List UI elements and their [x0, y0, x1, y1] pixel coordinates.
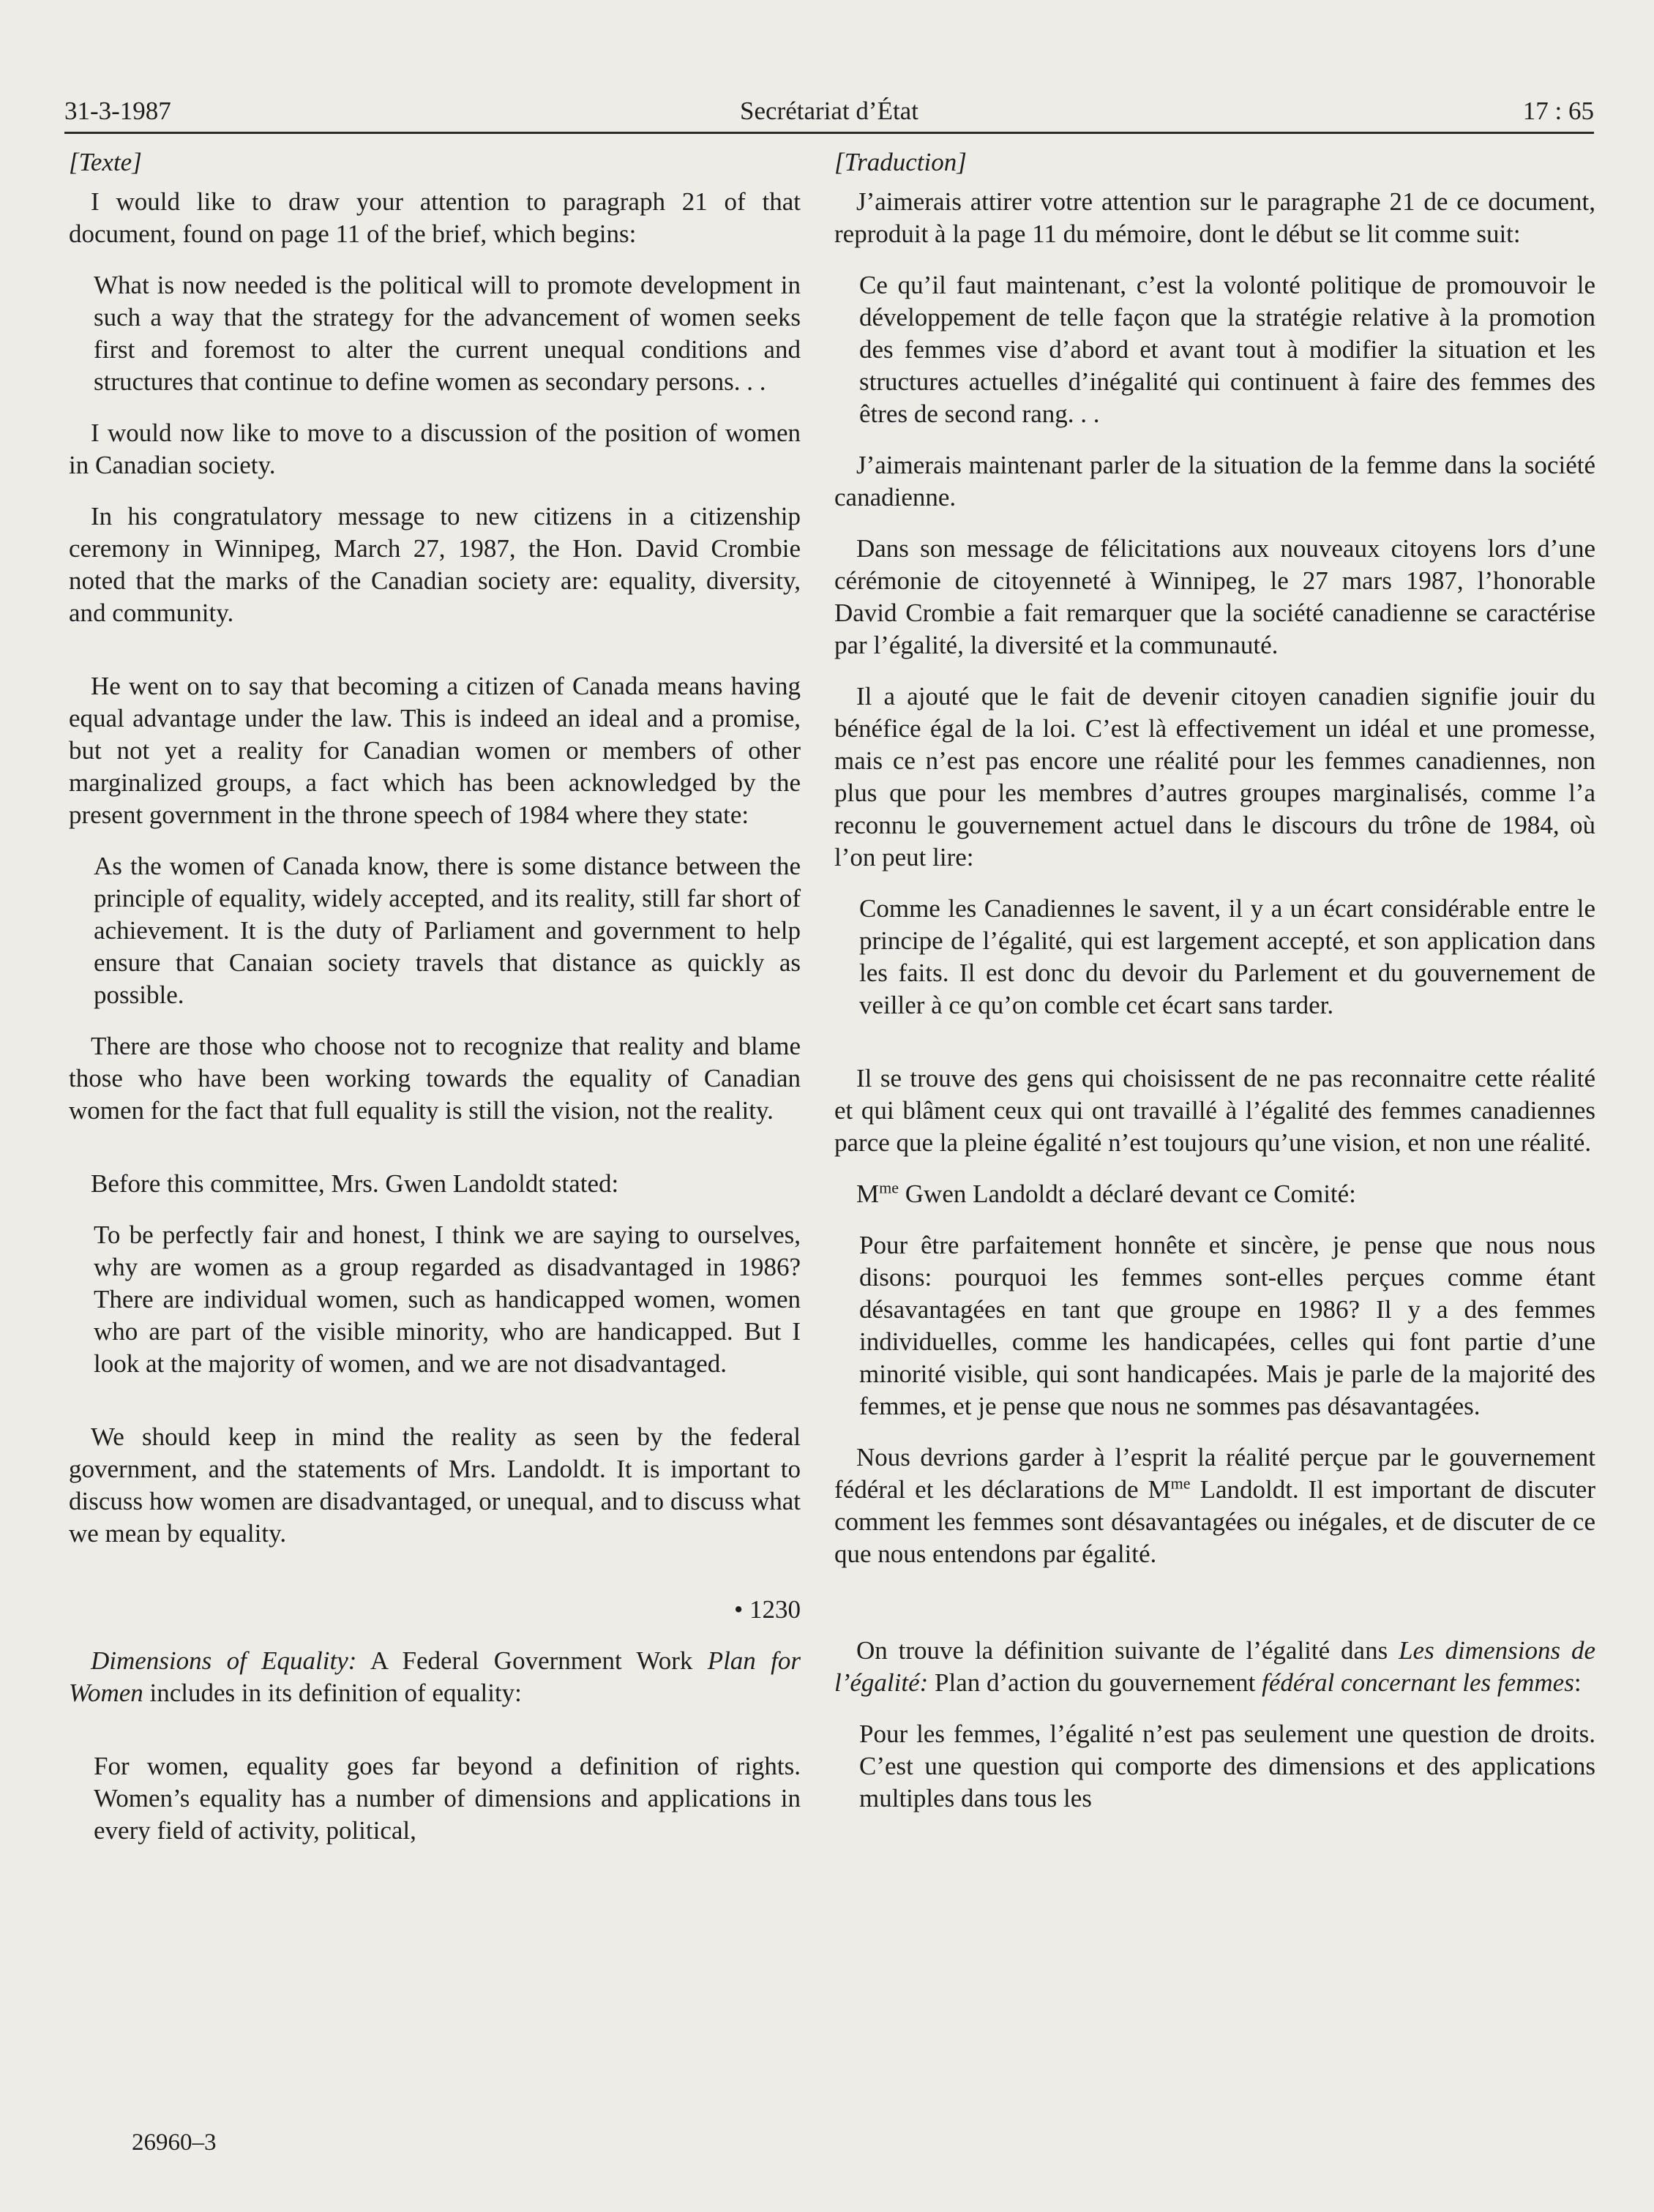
document-title: Plan for Women	[69, 1646, 801, 1707]
paragraph: He went on to say that becoming a citizen of Canada means having equal advantage under the law. This is indeed an ideal and a promise, but not yet a reality for Canadian women or members of other marginalized groups, a fact which has been acknowledged by the present government in the throne speech of 1984 where they state:	[69, 672, 801, 829]
document-title: Les dimensions de l’égalité:	[834, 1636, 1595, 1697]
paragraph: On trouve la définition suivante de l’égalité dans Les dimensions de l’égalité: Plan d’action du gouvernement fédéral concernant les femmes:	[834, 1636, 1595, 1697]
document-title: Dimensions of Equality:	[91, 1646, 357, 1675]
document-title: fédéral concernant les femmes	[1262, 1668, 1574, 1697]
quotation: Pour les femmes, l’égalité n’est pas seulement une question de droits. C’est une question qui comporte des dimensions et des applications multiples dans tous les	[859, 1720, 1595, 1812]
quotation: Comme les Canadiennes le savent, il y a un écart considérable entre le principe de l’égalité, qui est largement accepté, et son application dans les faits. Il est donc du devoir du Parlement et du gouvernement de veiller à ce qu’on comble cet écart sans tarder.	[859, 894, 1595, 1019]
paragraph: Il a ajouté que le fait de devenir citoyen canadien signifie jouir du bénéfice égal de la loi. C’est là effectivement un idéal et une promesse, mais ce n’est pas encore une réalité pour les femmes canadiennes, non plus que pour les membres d’autres groupes marginalisés, comme l’a reconnu le gouvernement actuel dans le discours du trône de 1984, où l’on peut lire:	[834, 682, 1595, 871]
header-page-number: 17 : 65	[1522, 97, 1594, 125]
quotation: To be perfectly fair and honest, I think we are saying to ourselves, why are women as a group regarded as disadvantaged in 1986? There are individual women, such as handicapped women, women who are part of the visible minority, who are handicapped. But I look at the majority of women, and we are not disadvantaged.	[94, 1221, 801, 1378]
english-column	[69, 146, 801, 1866]
header-title: Secrétariat d’État	[740, 97, 918, 125]
paragraph: Nous devrions garder à l’esprit la réalité perçue par le gouvernement fédéral et les déclarations de $M^{me}$ Landoldt. Il est important de discuter comment les femmes sont désavantagées ou inégales, et de discuter de ce que nous entendons par égalité.	[834, 1443, 1595, 1568]
paragraph: J’aimerais maintenant parler de la situation de la femme dans la société canadienne.	[834, 451, 1595, 511]
paragraph: J’aimerais attirer votre attention sur le paragraphe 21 de ce document, reproduit à la page 11 du mémoire, dont le début se lit comme suit:	[834, 187, 1595, 248]
quotation: As the women of Canada know, there is some distance between the principle of equality, widely accepted, and its reality, still far short of achievement. It is the duty of Parliament and government to help ensure that Canaian society travels that distance as quickly as possible.	[94, 852, 801, 1009]
paragraph: In his congratulatory message to new citizens in a citizenship ceremony in Winnipeg, March 27, 1987, the Hon. David Crombie noted that the marks of the Canadian society are: equality, diversity, and community.	[69, 502, 801, 627]
paragraph: We should keep in mind the reality as seen by the federal government, and the statements of Mrs. Landoldt. It is important to discuss how women are disadvantaged, or unequal, and to discuss what we mean by equality.	[69, 1422, 801, 1548]
paragraph: I would like to draw your attention to paragraph 21 of that document, found on page 11 of the brief, which begins:	[69, 187, 801, 248]
quotation: What is now needed is the political will to promote development in such a way that the strategy for the advancement of women seeks first and foremost to alter the current unequal conditions and structures that continue to define women as secondary persons. . .	[94, 271, 801, 396]
paragraph: I would now like to move to a discussion of the position of women in Canadian society.	[69, 419, 801, 479]
paragraph: Before this committee, Mrs. Gwen Landoldt stated:	[91, 1169, 619, 1198]
translation-tag: [Traduction]	[834, 148, 967, 176]
paragraph: Il se trouve des gens qui choisissent de ne pas reconnaitre cette réalité et qui blâment ceux qui ont travaillé à l’égalité des femmes canadiennes parce que la pleine égalité n’est toujours qu’une vision, et non une réalité.	[834, 1064, 1595, 1157]
paragraph: Dimensions of Equality: A Federal Government Work Plan for Women includes in its definition of equality:	[69, 1646, 801, 1707]
paragraph: Dans son message de félicitations aux nouveaux citoyens lors d’une cérémonie de citoyenneté à Winnipeg, le 27 mars 1987, l’honorable David Crombie a fait remarquer que la société canadienne se caractérise par l’égalité, la diversité et la communauté.	[834, 534, 1595, 659]
page-header	[64, 82, 1594, 134]
header-date: 31-3-1987	[64, 97, 171, 125]
text-tag: [Texte]	[69, 148, 142, 176]
quotation: Ce qu’il faut maintenant, c’est la volonté politique de promouvoir le développement de telle façon que la stratégie relative à la promotion des femmes vise d’abord et avant tout à modifier la situation et les structures actuelles d’inégalité qui continuent à faire des femmes des êtres de second rang. . .	[859, 271, 1595, 428]
quotation: Pour être parfaitement honnête et sincère, je pense que nous nous disons: pourquoi les femmes sont-elles perçues comme étant désavantagées en tant que groupe en 1986? Il y a des femmes individuelles, comme les handicapées, celles qui font partie d’une minorité visible, qui sont handicapées. Mais je parle de la majorité des femmes, et je pense que nous ne sommes pas désavantagées.	[859, 1231, 1595, 1420]
paragraph: There are those who choose not to recognize that reality and blame those who have been working towards the equality of Canadian women for the fact that full equality is still the vision, not the reality.	[69, 1032, 801, 1125]
quotation: For women, equality goes far beyond a definition of rights. Women’s equality has a number of dimensions and applications in every field of activity, political,	[94, 1752, 801, 1845]
footer-code: 26960–3	[132, 2129, 217, 2156]
paragraph: $M^{me}$ Gwen Landoldt a déclaré devant ce Comité:	[856, 1178, 1356, 1208]
french-column	[834, 146, 1595, 1834]
timestamp: • 1230	[733, 1595, 801, 1624]
